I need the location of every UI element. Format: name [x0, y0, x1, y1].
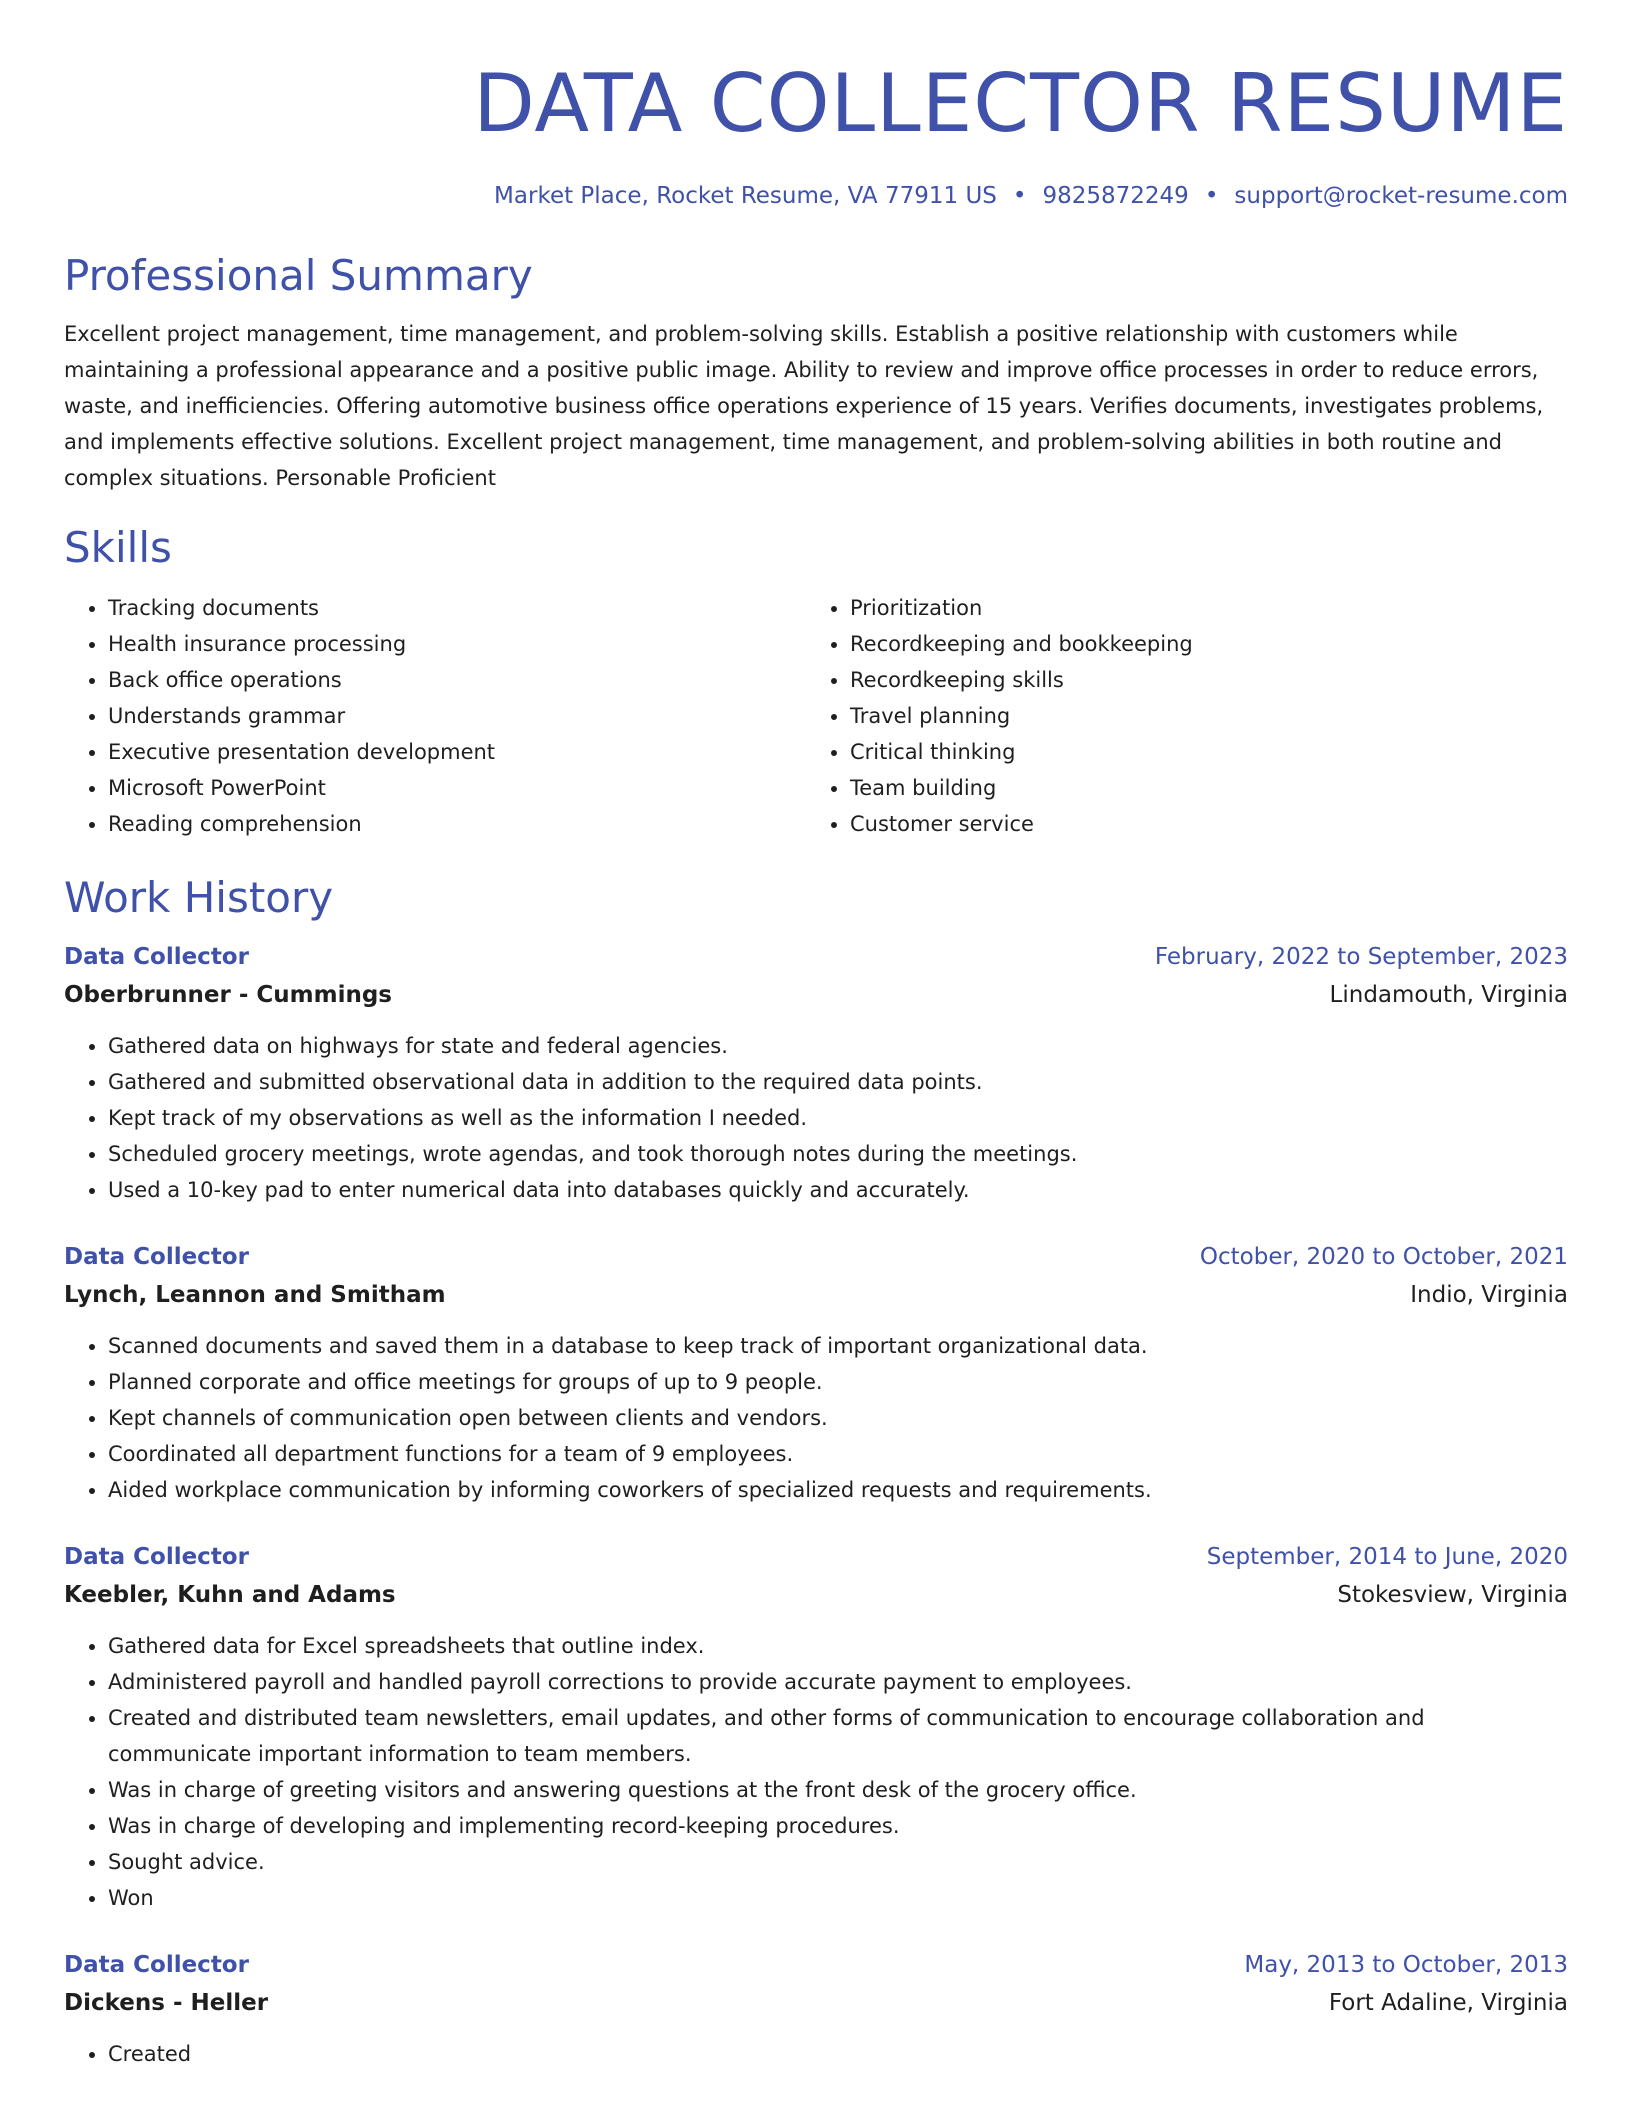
job-entry	[64, 938, 1568, 1208]
job-dates: September, 2014 to June, 2020	[1206, 1544, 1568, 1570]
job-bullet: • Gathered and submitted observational data in addition to the required data points.	[108, 1064, 1568, 1100]
job-bullets	[64, 1028, 1568, 1208]
job-bullet: • Won	[108, 1880, 1568, 1916]
job-dates: October, 2020 to October, 2021	[1199, 1244, 1568, 1270]
summary-text: Excellent project management, time management, and problem-solving skills. Establish a positive relationship with customers while maintaining a professional appearance and a positive public image. Ability to review and improve office processes in order to reduce errors, waste, and inefficiencies. Offering automotive business office operations experience of 15 years. Verifies documents, investigates problems, and implements effective solutions. Excellent project management, time management, and problem-solving abilities in both routine and complex situations. Personable Proficient	[64, 322, 1544, 490]
job-bullet: • Planned corporate and office meetings for groups of up to 9 people.	[108, 1364, 1568, 1400]
job-bullet: • Scheduled grocery meetings, wrote agendas, and took thorough notes during the meetings.	[108, 1136, 1568, 1172]
job-location: Indio, Virginia	[1410, 1282, 1568, 1308]
job-location: Stokesview, Virginia	[1337, 1582, 1568, 1608]
job-bullet: • Gathered data for Excel spreadsheets that outline index.	[108, 1628, 1568, 1664]
contact-separator: •	[1012, 183, 1027, 209]
summary-heading: Professional Summary	[64, 251, 533, 300]
job-bullet: • Kept channels of communication open between clients and vendors.	[108, 1400, 1568, 1436]
skill-item: • Microsoft PowerPoint	[108, 770, 806, 806]
job-header	[64, 938, 1568, 976]
job-bullet: • Scanned documents and saved them in a database to keep track of important organizational data.	[108, 1328, 1568, 1364]
job-company: Oberbrunner - Cummings	[64, 982, 392, 1008]
job-title: Data Collector	[64, 1952, 249, 1978]
skills-column-left	[64, 590, 806, 842]
skill-item: • Team building	[850, 770, 1548, 806]
job-bullet: • Sought advice.	[108, 1844, 1568, 1880]
job-entry	[64, 1238, 1568, 1508]
job-bullets	[64, 1628, 1568, 1916]
job-subheader	[64, 1984, 1568, 2022]
skill-item: • Critical thinking	[850, 734, 1548, 770]
skills-column-right	[806, 590, 1548, 842]
contact-phone: 9825872249	[1042, 183, 1189, 209]
job-location: Fort Adaline, Virginia	[1328, 1990, 1568, 2016]
job-title: Data Collector	[64, 944, 249, 970]
skill-item: • Health insurance processing	[108, 626, 806, 662]
job-subheader	[64, 1276, 1568, 1314]
skill-item: • Prioritization	[850, 590, 1548, 626]
job-subheader	[64, 1576, 1568, 1614]
skill-item: • Customer service	[850, 806, 1548, 842]
skill-item: • Tracking documents	[108, 590, 806, 626]
contact-address: Market Place, Rocket Resume, VA 77911 US	[494, 183, 997, 209]
job-bullet: • Administered payroll and handled payroll corrections to provide accurate payment to employees.	[108, 1664, 1568, 1700]
contact-line	[64, 180, 1568, 212]
job-bullet: • Kept track of my observations as well as the information I needed.	[108, 1100, 1568, 1136]
skill-item: • Recordkeeping and bookkeeping	[850, 626, 1548, 662]
job-header	[64, 1238, 1568, 1276]
contact-email: support@rocket-resume.com	[1234, 183, 1568, 209]
job-bullet: • Aided workplace communication by informing coworkers of specialized requests and requirements.	[108, 1472, 1568, 1508]
skills-list	[64, 590, 1568, 842]
job-dates: May, 2013 to October, 2013	[1244, 1952, 1568, 1978]
job-bullets	[64, 2036, 1568, 2072]
work-history-heading: Work History	[64, 873, 334, 922]
job-bullet: • Used a 10-key pad to enter numerical data into databases quickly and accurately.	[108, 1172, 1568, 1208]
job-subheader	[64, 976, 1568, 1014]
job-title: Data Collector	[64, 1544, 249, 1570]
job-company: Dickens - Heller	[64, 1990, 269, 2016]
resume-name: DATA COLLECTOR RESUME	[473, 57, 1568, 150]
job-entry	[64, 1946, 1568, 2072]
job-bullet: • Coordinated all department functions for a team of 9 employees.	[108, 1436, 1568, 1472]
job-header	[64, 1538, 1568, 1576]
skill-item: • Understands grammar	[108, 698, 806, 734]
resume-page	[64, 0, 1568, 2072]
job-bullet: • Was in charge of greeting visitors and answering questions at the front desk of the grocery office.	[108, 1772, 1568, 1808]
job-location: Lindamouth, Virginia	[1329, 982, 1568, 1008]
job-title: Data Collector	[64, 1244, 249, 1270]
skill-item: • Executive presentation development	[108, 734, 806, 770]
skill-item: • Travel planning	[850, 698, 1548, 734]
job-bullets	[64, 1328, 1568, 1508]
job-bullet: • Created	[108, 2036, 1568, 2072]
job-company: Keebler, Kuhn and Adams	[64, 1582, 396, 1608]
job-entry	[64, 1538, 1568, 1916]
contact-separator: •	[1204, 183, 1219, 209]
job-bullet: • Created and distributed team newsletters, email updates, and other forms of communication to encourage collaboration and communicate important information to team members.	[108, 1700, 1568, 1772]
job-bullet: • Gathered data on highways for state and federal agencies.	[108, 1028, 1568, 1064]
skills-heading: Skills	[64, 523, 172, 572]
skill-item: • Reading comprehension	[108, 806, 806, 842]
skill-item: • Recordkeeping skills	[850, 662, 1548, 698]
job-company: Lynch, Leannon and Smitham	[64, 1282, 446, 1308]
job-bullet: • Was in charge of developing and implementing record-keeping procedures.	[108, 1808, 1568, 1844]
skill-item: • Back office operations	[108, 662, 806, 698]
job-dates: February, 2022 to September, 2023	[1154, 944, 1568, 970]
job-header	[64, 1946, 1568, 1984]
